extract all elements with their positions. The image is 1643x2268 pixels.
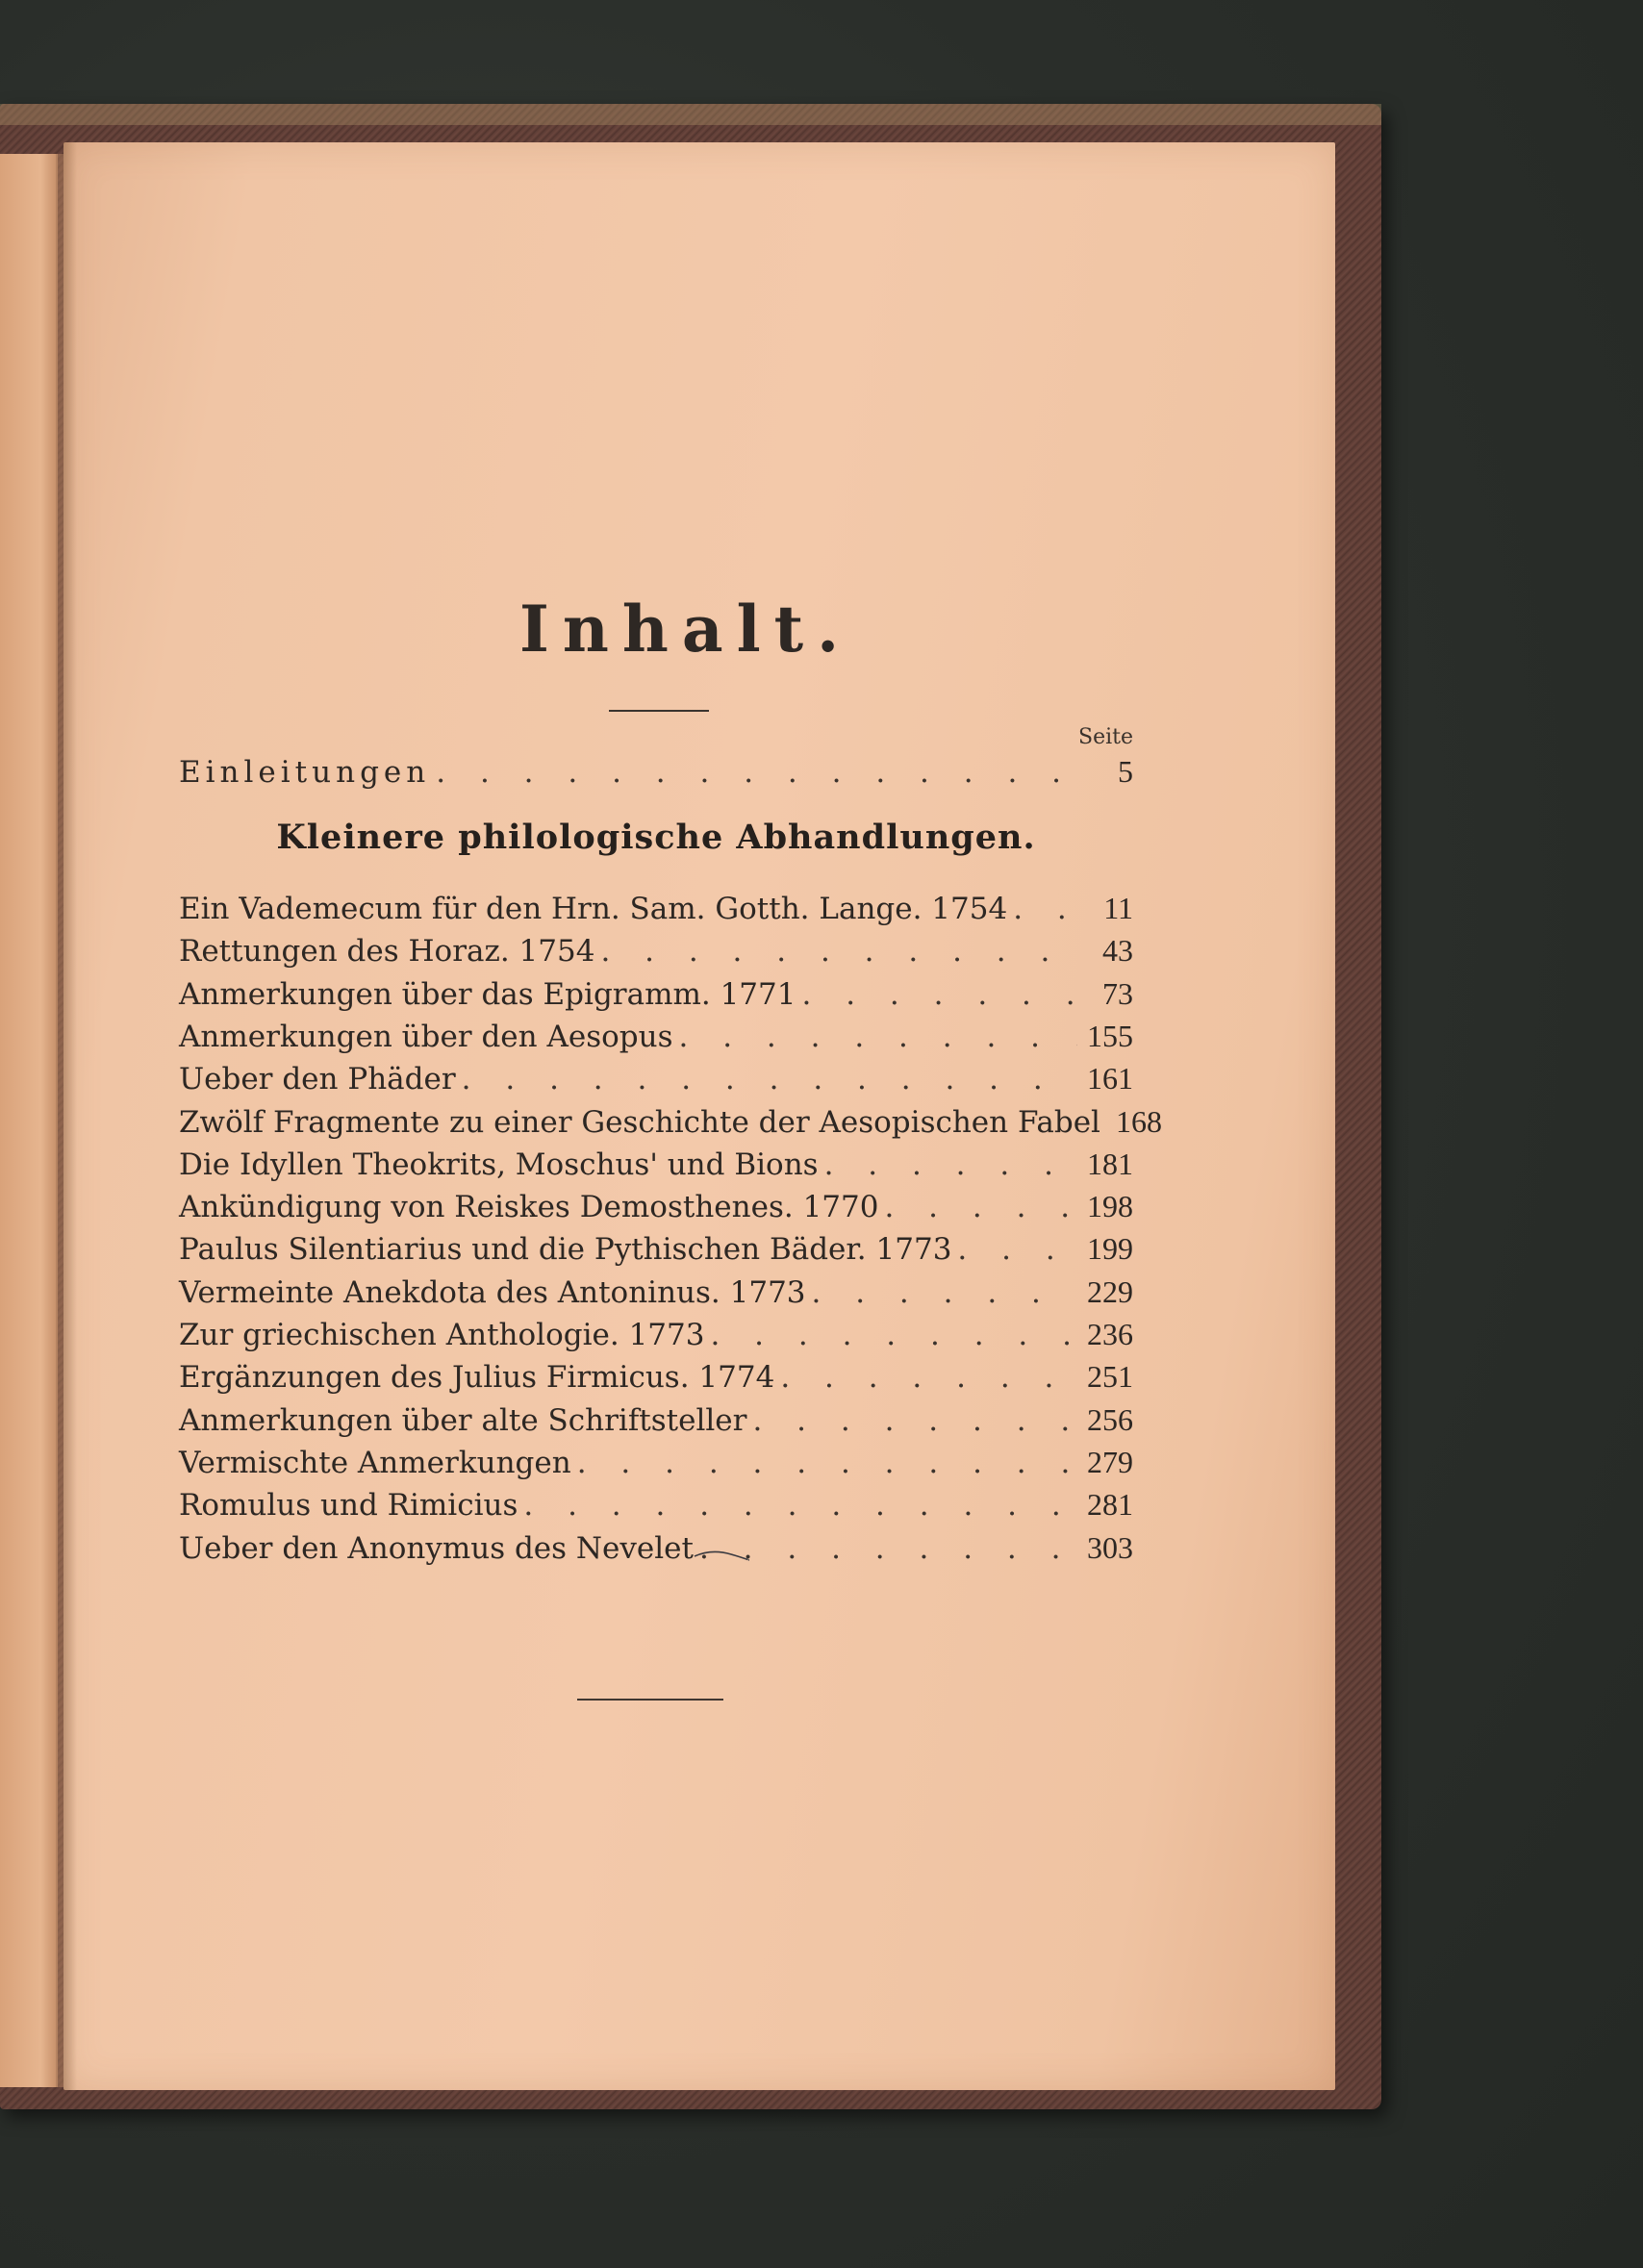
toc-entry-title: Ueber den Anonymus des Nevelet bbox=[179, 1531, 694, 1566]
toc-entry bbox=[179, 1445, 1133, 1483]
toc-entry-page: 229 bbox=[1087, 1274, 1133, 1309]
toc-entry bbox=[179, 1231, 1133, 1270]
toc-leader-dots bbox=[752, 1403, 1077, 1438]
toc-entry bbox=[179, 1189, 1133, 1227]
page-title: Inhalt. bbox=[519, 592, 853, 667]
toc-leader-dots bbox=[699, 1531, 1077, 1566]
toc-entry-page: 198 bbox=[1087, 1189, 1133, 1223]
toc-entry-page: 11 bbox=[1103, 891, 1133, 925]
toc-entry bbox=[179, 1147, 1133, 1185]
toc-leader-dots bbox=[679, 1020, 1078, 1054]
toc-entry-page: 43 bbox=[1102, 933, 1133, 968]
toc-entry-title: Ueber den Phäder bbox=[179, 1062, 456, 1096]
toc-entry-page: 303 bbox=[1087, 1530, 1133, 1565]
cover-top-edge bbox=[0, 104, 1381, 125]
toc-entry-title: Vermeinte Anekdota des Antoninus. 1773 bbox=[179, 1275, 806, 1310]
toc-leader-dots bbox=[957, 1232, 1077, 1267]
title-divider bbox=[609, 710, 709, 712]
toc-entry-title: Anmerkungen über das Epigramm. 1771 bbox=[179, 977, 796, 1012]
toc-entry-title: Anmerkungen über den Aesopus bbox=[179, 1020, 673, 1054]
toc-entry-title: Anmerkungen über alte Schriftsteller bbox=[179, 1403, 747, 1438]
toc-entry-title: Ergänzungen des Julius Firmicus. 1774 bbox=[179, 1360, 775, 1395]
toc-entry-page: 5 bbox=[1118, 754, 1133, 789]
toc-entry bbox=[179, 1104, 1162, 1143]
toc-entry bbox=[179, 1274, 1133, 1313]
toc-entry bbox=[179, 1019, 1133, 1057]
bottom-divider bbox=[577, 1699, 723, 1701]
toc-entry-title: Ankündigung von Reiskes Demosthenes. 1770 bbox=[179, 1190, 879, 1224]
toc-entry-intro bbox=[179, 754, 1133, 793]
gutter bbox=[56, 154, 63, 2087]
toc-entry-title: Die Idyllen Theokrits, Moschus' und Bions bbox=[179, 1147, 819, 1182]
toc-entry-title: Rettungen des Horaz. 1754 bbox=[179, 934, 595, 969]
toc-entry bbox=[179, 1061, 1133, 1099]
toc-leader-dots bbox=[523, 1488, 1077, 1523]
toc-leader-dots bbox=[812, 1275, 1077, 1310]
left-page-edge bbox=[0, 154, 58, 2087]
toc-entry bbox=[179, 976, 1133, 1015]
toc-leader-dots bbox=[1013, 892, 1077, 926]
toc-leader-dots bbox=[577, 1446, 1077, 1480]
toc-entry-page: 155 bbox=[1087, 1019, 1133, 1053]
toc-entry-page: 181 bbox=[1087, 1147, 1133, 1181]
toc-leader-dots bbox=[884, 1190, 1077, 1224]
toc-entry-title: Ein Vademecum für den Hrn. Sam. Gotth. Lange. 1754 bbox=[179, 892, 1008, 926]
toc-entry-page: 279 bbox=[1087, 1445, 1133, 1479]
page-fold-shadow bbox=[63, 142, 77, 2090]
toc-entry bbox=[179, 891, 1133, 929]
toc-entry-page: 161 bbox=[1087, 1061, 1133, 1096]
toc-entry-page: 251 bbox=[1087, 1359, 1133, 1394]
toc-entry-title: Zwölf Fragmente zu einer Geschichte der Aesopischen Fabel bbox=[179, 1105, 1100, 1140]
toc-leader-dots bbox=[462, 1062, 1077, 1096]
toc-leader-dots bbox=[824, 1147, 1077, 1182]
toc-entry bbox=[179, 1359, 1133, 1398]
toc-entry-page: 281 bbox=[1087, 1487, 1133, 1522]
toc-entry-title: Einleitungen bbox=[179, 755, 431, 790]
toc-entry-page: 73 bbox=[1102, 976, 1133, 1011]
toc-entry-page: 199 bbox=[1087, 1231, 1133, 1266]
toc-entry-title: Paulus Silentiarius und die Pythischen Bäder. 1773 bbox=[179, 1232, 952, 1267]
toc-entry-page: 236 bbox=[1087, 1317, 1133, 1351]
toc-entry bbox=[179, 933, 1133, 971]
toc-leader-dots bbox=[801, 977, 1077, 1012]
section-heading: Kleinere philologische Abhandlungen. bbox=[276, 818, 1036, 857]
pen-mark bbox=[693, 1545, 750, 1564]
toc-entry bbox=[179, 1402, 1133, 1441]
toc-entry-title: Romulus und Rimicius bbox=[179, 1488, 518, 1523]
toc-leader-dots bbox=[710, 1318, 1077, 1352]
toc-entry-page: 168 bbox=[1115, 1104, 1162, 1139]
toc-leader-dots bbox=[600, 934, 1077, 969]
toc-leader-dots bbox=[436, 755, 1077, 790]
toc-leader-dots bbox=[780, 1360, 1077, 1395]
toc-entry-title: Zur griechischen Anthologie. 1773 bbox=[179, 1318, 705, 1352]
toc-entry bbox=[179, 1317, 1133, 1355]
toc-entry-title: Vermischte Anmerkungen bbox=[179, 1446, 571, 1480]
toc-entry bbox=[179, 1487, 1133, 1525]
toc-entry-page: 256 bbox=[1087, 1402, 1133, 1437]
toc-entry bbox=[179, 1530, 1133, 1569]
page-column-label: Seite bbox=[1078, 725, 1133, 749]
